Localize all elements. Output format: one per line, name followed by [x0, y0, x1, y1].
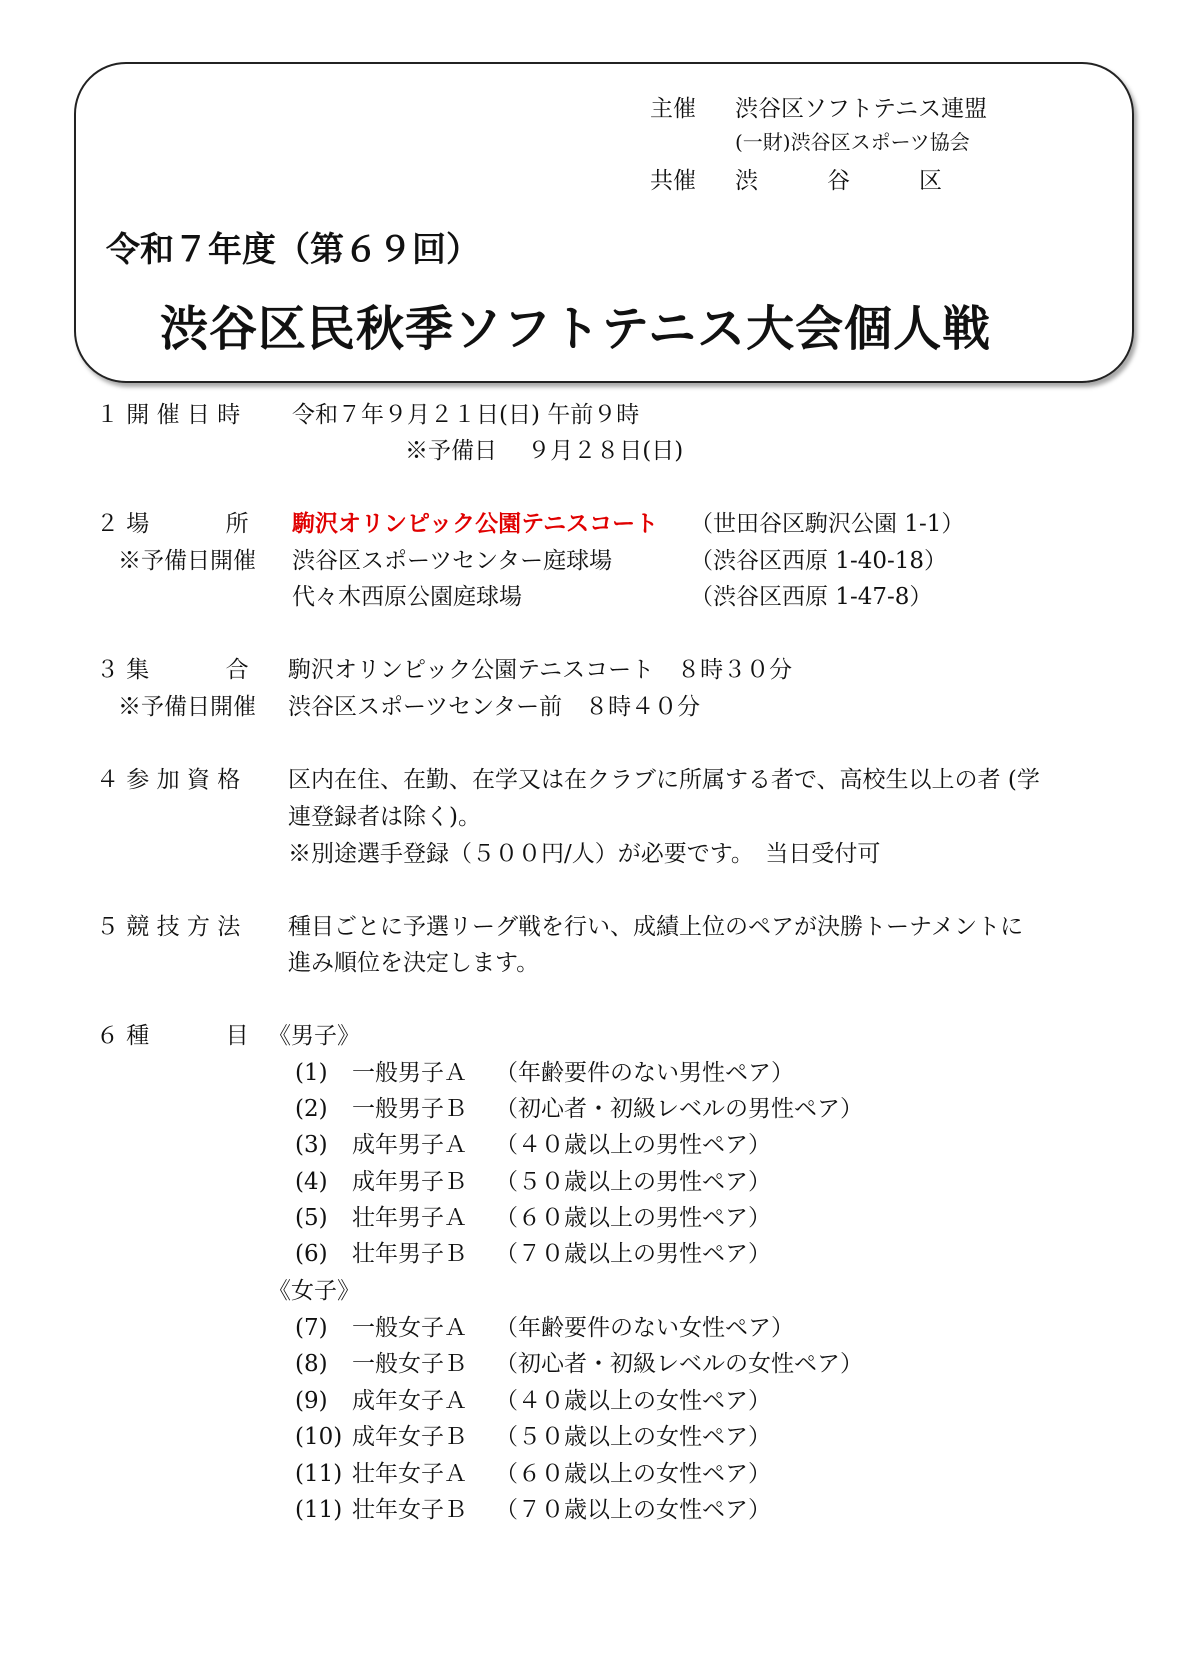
meeting-label: ３ 集 合	[96, 657, 249, 683]
eligibility-line-2: 連登録者は除く)。	[288, 804, 481, 830]
organizer-name: 渋谷区ソフトテニス連盟	[735, 96, 988, 122]
date-label: １ 開 催 日 時	[96, 402, 241, 428]
cosponsor-label: 共催	[650, 168, 696, 194]
event-number: (10)	[295, 1424, 343, 1450]
event-description: （７０歳以上の男性ペア）	[495, 1241, 771, 1267]
event-name: 一般女子Ａ	[352, 1315, 467, 1341]
event-description: （６０歳以上の男性ペア）	[495, 1205, 771, 1231]
event-number: (11)	[295, 1461, 343, 1487]
edition-heading: 令和７年度（第６９回）	[106, 230, 480, 270]
event-number: (4)	[295, 1169, 328, 1195]
event-number: (5)	[295, 1205, 328, 1231]
event-number: (7)	[295, 1315, 328, 1341]
event-description: （初心者・初級レベルの女性ペア）	[495, 1351, 863, 1377]
event-number: (2)	[295, 1096, 328, 1122]
venue-address: （世田谷区駒沢公園 1-1）	[690, 511, 965, 537]
event-name: 壮年男子Ｂ	[352, 1241, 467, 1267]
reserve-meeting-label: ※予備日開催	[118, 694, 256, 720]
event-number: (8)	[295, 1351, 328, 1377]
page-title: 渋谷区民秋季ソフトテニス大会個人戦	[160, 301, 992, 357]
reserve-venue-1: 渋谷区スポーツセンター庭球場	[292, 548, 613, 574]
reserve-date: ※予備日 ９月２８日(日)	[405, 438, 684, 464]
eligibility-line-3: ※別途選手登録（５００円/人）が必要です。 当日受付可	[288, 841, 881, 867]
cosponsor-name: 渋 谷 区	[735, 168, 942, 194]
event-name: 壮年女子Ａ	[352, 1461, 467, 1487]
event-description: （５０歳以上の女性ペア）	[495, 1424, 771, 1450]
reserve-venue-2-address: （渋谷区西原 1-47-8）	[690, 584, 933, 610]
organizer-name-2: (一財)渋谷区スポーツ協会	[735, 130, 970, 154]
event-name: 一般女子Ｂ	[352, 1351, 467, 1377]
venue-label: ２ 場 所	[96, 511, 249, 537]
event-description: （４０歳以上の女性ペア）	[495, 1388, 771, 1414]
event-name: 成年男子Ａ	[352, 1132, 467, 1158]
event-number: (9)	[295, 1388, 328, 1414]
method-line-1: 種目ごとに予選リーグ戦を行い、成績上位のペアが決勝トーナメントに	[288, 914, 1024, 940]
events-label: ６ 種 目	[96, 1023, 249, 1049]
method-label: ５ 競 技 方 法	[96, 914, 241, 940]
event-description: （６０歳以上の女性ペア）	[495, 1461, 771, 1487]
reserve-venue-label: ※予備日開催	[118, 548, 256, 574]
date-value: 令和７年９月２１日(日) 午前９時	[292, 402, 640, 428]
event-description: （５０歳以上の男性ペア）	[495, 1169, 771, 1195]
method-line-2: 進み順位を決定します。	[288, 950, 540, 976]
organizer-label: 主催	[650, 96, 696, 122]
women-heading: 《女子》	[268, 1278, 360, 1304]
event-description: （年齢要件のない男性ペア）	[495, 1060, 794, 1086]
event-description: （初心者・初級レベルの男性ペア）	[495, 1096, 863, 1122]
reserve-venue-1-address: （渋谷区西原 1-40-18）	[690, 548, 948, 574]
event-name: 一般男子Ａ	[352, 1060, 467, 1086]
event-name: 成年女子Ａ	[352, 1388, 467, 1414]
men-heading: 《男子》	[268, 1023, 360, 1049]
meeting-value: 駒沢オリンピック公園テニスコート ８時３０分	[288, 657, 793, 683]
event-name: 一般男子Ｂ	[352, 1096, 467, 1122]
eligibility-label: ４ 参 加 資 格	[96, 767, 241, 793]
event-number: (6)	[295, 1241, 328, 1267]
event-description: （４０歳以上の男性ペア）	[495, 1132, 771, 1158]
reserve-venue-2: 代々木西原公園庭球場	[292, 584, 522, 610]
event-name: 壮年男子Ａ	[352, 1205, 467, 1231]
eligibility-line-1: 区内在住、在勤、在学又は在クラブに所属する者で、高校生以上の者 (学	[288, 767, 1040, 793]
event-name: 壮年女子Ｂ	[352, 1497, 467, 1523]
event-name: 成年女子Ｂ	[352, 1424, 467, 1450]
event-number: (3)	[295, 1132, 328, 1158]
event-number: (1)	[295, 1060, 328, 1086]
event-name: 成年男子Ｂ	[352, 1169, 467, 1195]
reserve-meeting-value: 渋谷区スポーツセンター前 ８時４０分	[288, 694, 701, 720]
event-description: （年齢要件のない女性ペア）	[495, 1315, 794, 1341]
event-description: （７０歳以上の女性ペア）	[495, 1497, 771, 1523]
venue-name: 駒沢オリンピック公園テニスコート	[292, 511, 659, 537]
event-number: (11)	[295, 1497, 343, 1523]
